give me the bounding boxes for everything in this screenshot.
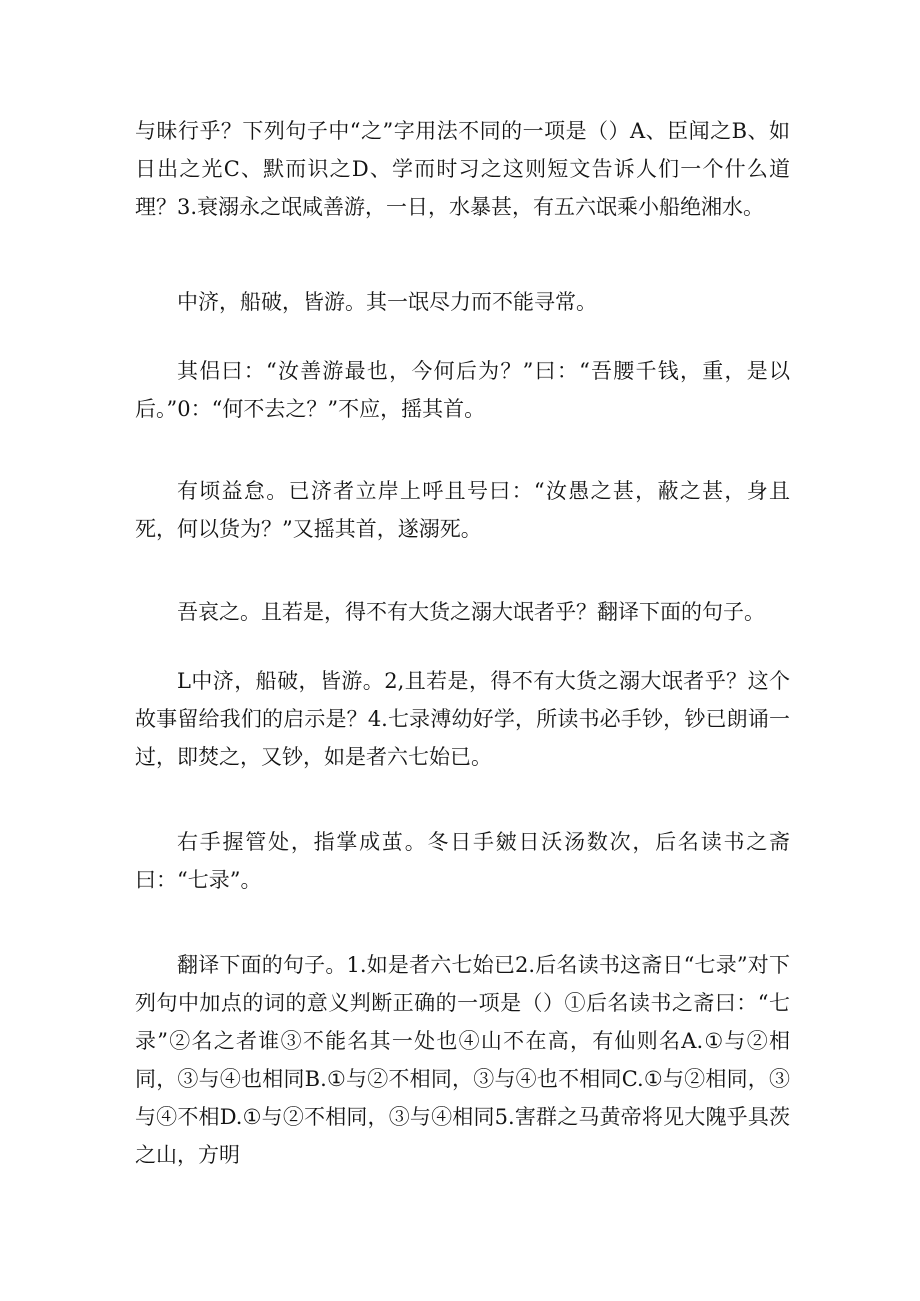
paragraph-translation-questions: L中济，船破，皆游。2,且若是，得不有大货之溺大氓者乎？这个故事留给我们的启示是？4.七录溥幼好学，所读书必手钞，钞已朗诵一过，即焚之，又钞，如是者六七始已。 [135, 669, 790, 769]
paragraph-boat-breaks: 中济，船破，皆游。其一氓尽力而不能寻常。 [177, 290, 597, 314]
paragraph-lament: 吾哀之。且若是，得不有大货之溺大氓者乎？翻译下面的句子。 [177, 600, 765, 624]
paragraph-qilu-study: 右手握管处，指掌成茧。冬日手皴日沃汤数次，后名读书之斋曰：“七录”。 [135, 830, 790, 892]
paragraph-drowning: 有顷益怠。已济者立岸上呼且号曰：“汝愚之甚，蔽之甚，身且死，何以货为？”又摇其首，遂溺死。 [135, 479, 790, 541]
paragraph-qilu-questions: 翻译下面的句子。1.如是者六七始已2.后名读书这斋日“七录”对下列句中加点的词的意义判断正确的一项是（）①后名读书之斋曰：“七录”②名之者谁③不能名其一处也④山不在高，有仙则名A.①与②相同，③与④也相同B.①与②不相同，③与④也不相同C.①与②相同，③与④不相D.①与②不相同，③与④相同5.害群之马黄帝将见大隗乎具茨之山，方明 [135, 953, 790, 1167]
paragraph-questions-intro: 与昧行乎？下列句子中“之”字用法不同的一项是（）A、臣闻之B、如日出之光C、默而识之D、学而时习之这则短文告诉人们一个什么道理？3.衰溺永之氓咸善游，一日，水暴甚，有五六氓乘小船绝湘水。 [135, 119, 790, 219]
paragraph-companion-asks: 其侣曰：“汝善游最也，今何后为？”曰：“吾腰千钱，重，是以后。”0：“何不去之？”不应，摇其首。 [135, 359, 790, 421]
